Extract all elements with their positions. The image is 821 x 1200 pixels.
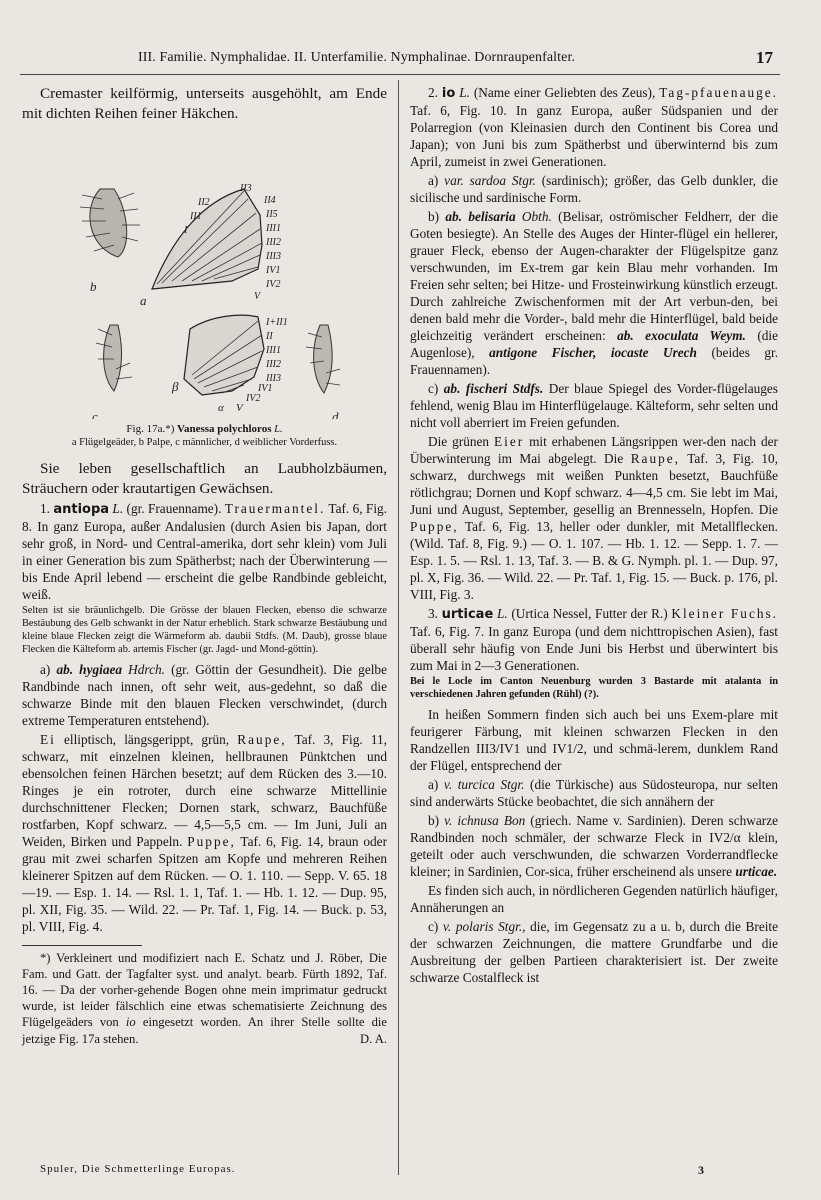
vein-label: II4 bbox=[264, 195, 276, 207]
vein-label: α bbox=[218, 402, 224, 415]
turcica-entry: a) v. turcica Stgr. (die Türkische) aus Südosteuropa, nur selten sind anderwärts Stücke beobachtet, die sich annähern der bbox=[410, 776, 779, 809]
vein-label: III1 bbox=[266, 223, 281, 235]
belisaria-entry: b) ab. belisaria Obth. (Belisar, oströmischer Feldherr, der die Goten besiegte). An Stelle des Auges der Hinter-flügel ein hellerer, grauer Fleck, ebenso der Augen-charakter der Flügelspitze ganz verschwunden, im Ex-trem gar kein Blau mehr vorhanden. Im Freien sehr selten; bei Hitze- und Frosteinwirkung künstlich erzeugt. Durch zahlreiche Zwischenformen mit der Art verbun-den, bei denen bald mehr die Vorder-, bald mehr die Hinterflügel, bald beide gleichzeitig verändert erscheinen: ab. exoculata Weym. (die Augenlose), antigone Fischer, iocaste Urech (beides gr. Frauennamen). bbox=[410, 209, 779, 377]
species-name-urticae: urticae bbox=[441, 607, 494, 622]
figure-legend: a Flügelgeäder, b Palpe, c männlicher, d weiblicher Vorderfuss. bbox=[71, 437, 338, 449]
vein-label: II5 bbox=[266, 209, 278, 221]
io-entry: 2. io L. (Name einer Geliebten des Zeus), Tag-pfauenauge. Taf. 6, Fig. 10. In ganz Europa, außer Südspanien und der Polarregion (von Kleinasien durch den Continent bis Corea und Japan); von Juni bis zum Spätherbst und überwinternd bis zum April, zumeist in zwei Generationen. bbox=[410, 85, 779, 169]
polaris-entry: c) v. polaris Stgr., die, im Gegensatz zu a u. b, durch die Breite der schwarzen Zeichnungen, die mattere Grundfarbe und die Ausbreitung der gelben Partieen charakterisiert ist. Der zweite schwarze Costalfleck ist bbox=[410, 918, 779, 985]
page-number: 17 bbox=[756, 48, 773, 67]
vein-label: V bbox=[236, 402, 243, 415]
urticae-summer-text: In heißen Sommern finden sich auch bei uns Exem-plare mit feurigerer Färbung, mit kleinen schwarzen Flecken in den Randzellen III3/IV1 und IV1/2, und schmä-lerem, dunklem Rand der Flügel, entsprechend der bbox=[410, 706, 778, 773]
vein-label: IV1 bbox=[258, 383, 273, 395]
common-name-antiopa: Trauermantel. bbox=[224, 501, 326, 517]
label-d: d bbox=[332, 409, 339, 420]
book-signature: Spuler, Die Schmetterlinge Europas. bbox=[40, 1163, 236, 1175]
footnote: *) Verkleinert und modifiziert nach E. Schatz und J. Röber, Die Fam. und Gatt. der Tagfalter syst. und analyt. bearb. Fürth 1892, Taf. 16. — Da der vorher-gehende Bogen ohne mein imprimatur gedruckt wurde, ist leider fälschlich eine etwas schematisierte Zeichnung des Flügelgeäders von io eingesetzt worden. An ihrer Stelle sollte die jetzige Fig. 17a stehen. D. A. bbox=[22, 950, 388, 1046]
header-rule bbox=[20, 74, 780, 75]
vein-label: III2 bbox=[266, 359, 281, 371]
vein-label: IV2 bbox=[246, 393, 261, 405]
footnote-rule bbox=[22, 945, 142, 946]
figure-17a bbox=[22, 129, 387, 419]
vein-label: β bbox=[172, 379, 179, 395]
vein-label: V bbox=[254, 291, 261, 303]
urticae-note: Bei le Locle im Canton Neuenburg wurden 3 Bastarde mit atalanta in verschiedenen Jahren gefunden (Rühl) (?). bbox=[410, 676, 778, 700]
vein-label: II bbox=[266, 331, 273, 343]
label-a: a bbox=[140, 293, 147, 309]
column-divider bbox=[398, 80, 399, 1175]
right-column bbox=[410, 84, 778, 988]
palp-drawing bbox=[80, 189, 140, 294]
label-b: b bbox=[90, 279, 97, 295]
vein-label: III3 bbox=[266, 373, 281, 385]
female-foreleg-drawing bbox=[306, 325, 340, 419]
vein-label: II3 bbox=[240, 183, 252, 195]
male-foreleg-drawing bbox=[92, 325, 132, 419]
vein-label: III3 bbox=[266, 251, 281, 263]
common-name-io: Tag-pfauenauge. bbox=[659, 85, 779, 100]
vein-label: IV1 bbox=[266, 265, 281, 277]
species-name-antiopa: antiopa bbox=[53, 502, 110, 518]
page-header bbox=[0, 50, 821, 74]
vein-label: IV2 bbox=[266, 279, 281, 291]
figure-caption: Fig. 17a.*) Vanessa polychloros L. a Flügelgeäder, b Palpe, c männlicher, d weiblicher Vorderfuss. bbox=[71, 423, 338, 449]
left-column bbox=[22, 84, 387, 1049]
common-name-urticae: Kleiner Fuchs. bbox=[671, 606, 778, 621]
label-c: c bbox=[92, 409, 98, 420]
vein-label: I+II1 bbox=[266, 317, 288, 329]
vein-label: I bbox=[184, 225, 188, 237]
cremaster-text: Cremaster keilförmig, unterseits ausgehöhlt, am Ende mit dichten Reihen feiner Häkchen. bbox=[22, 85, 387, 122]
vein-label: II2 bbox=[198, 197, 210, 209]
polaris-intro: Es finden sich auch, in nördlicheren Gegenden natürlich häufiger, Annäherungen an bbox=[410, 882, 778, 915]
hindwing-drawing bbox=[171, 315, 288, 414]
running-title: III. Familie. Nymphalidae. II. Unterfamilie. Nymphalinae. Dornraupenfalter. bbox=[138, 50, 576, 65]
forewing-drawing bbox=[140, 183, 281, 308]
antiopa-biology: Ei elliptisch, längsgerippt, grün, Raupe, Taf. 3, Fig. 11, schwarz, mit einzelnen kleinen, hellbraunen Pünktchen und ebensolchen feinen Härchen besetzt; auf dem Rücken des 3.—10. Ringes je ein rotroter, durch eine schwarze Mittellinie durchschnittener Flecken; Dornen stark, schwarz, Bauchfüße rostfarben, Kopf schwarz. — 4,5—5,5 cm. — Im Juni, Juli an Weiden, Birken und Pappeln. Puppe, Taf. 6, Fig. 14, braun oder grau mit zwei scharfen Spitzen am Kopfe und mehreren Reihen kleinerer Spitzen auf dem Rücken. — O. 1. 110. — Sepp. V. 65. 18—19. — Esp. 1. 14. — Rsl. 1. 1, Taf. 1. — Hb. 1. 12. — Dup. 95, pl. XII, Fig. 35. — Wild. 22. — Pr. Taf. 1, Fig. 14. — Buck. p. 53, pl. VIII, Fig. 4. bbox=[22, 731, 387, 934]
sardoa-entry: a) var. sardoa Stgr. (sardinisch); größer, das Gelb dunkler, die sicilische und sardinische Form. bbox=[410, 173, 779, 205]
ichnusa-entry: b) v. ichnusa Bon (griech. Name v. Sardinien). Deren schwarze Randbinden noch schmäler, der schwarze Fleck in IV2/α klein, geteilt oder auch verschwunden, die schwarzen Vorderrandflecke kleiner; in Sardinien, Cor-sica, früher erscheinend als unsere urticae. bbox=[410, 812, 778, 879]
fischeri-entry: c) ab. fischeri Stdfs. Der blaue Spiegel des Vorder-flügelauges fehlend, wenig Blau im Hinterflügelauge. Kälteform, sehr selten und nicht voll aberriert im Freien gefunden. bbox=[410, 381, 778, 430]
species-name-io: io bbox=[441, 86, 456, 101]
wing-venation-figure bbox=[22, 129, 387, 419]
sheet-number: 3 bbox=[698, 1163, 704, 1177]
habitat-text: Sie leben gesellschaftlich an Laubholzbäumen, Sträuchern oder krautartigen Gewächsen. bbox=[22, 460, 387, 497]
vein-label: III1 bbox=[266, 345, 281, 357]
urticae-entry: 3. urticae L. (Urtica Nessel, Futter der R.) Kleiner Fuchs. Taf. 6, Fig. 7. In ganz Europa (und dem nichttropischen Asien), fast überall sehr häufig von Ende Juni bis Herbst und überwintert bis zum Mai in 2—3 Generationen. bbox=[410, 606, 778, 673]
hygiaea-entry: a) ab. hygiaea Hdrch. (gr. Göttin der Gesundheit). Die gelbe Randbinde nach innen, oft sehr weit, aus-gedehnt, so daß die schwarze Binde mit den blauen Flecken verschwindet, (durch extreme Temperaturen entstehend). bbox=[22, 661, 387, 728]
vein-label: II1 bbox=[190, 211, 202, 223]
io-biology: Die grünen Eier mit erhabenen Längsrippen wer-den nach der Überwinterung im Mai abgelegt. Die Raupe, Taf. 3, Fig. 10, schwarz, durchwegs mit weißen Punkten besetzt, Bauchfüße rötlichgrau; Dornen und Kopf schwarz. 4—4,5 cm. Sie lebt im Mai, Juni und August, September, gesellig an Brennesseln, Hopfen. Die Puppe, Taf. 6, Fig. 13, heller oder dunkler, mit Metallflecken. (Wild. Taf. 8, Fig. 9.) — O. 1. 107. — Hb. 1. 12. — Sepp. 1. 7. — Esp. 1. 5. — Rsl. 1. 13, Taf. 3. — B. & G. Nymph. pl. 1. — Dup. 97, pl. X, Fig. 36. — Wild. 22. — Pr. Taf. 1, Fig. 15. — Buck. p. 176, pl. VIII, Fig. 3. bbox=[410, 434, 778, 602]
vein-label: III2 bbox=[266, 237, 281, 249]
antiopa-note: Selten ist sie bräunlichgelb. Die Grösse der blauen Flecken, ebenso die schwarze Bestäubung des Gelb schwankt in der Natur erheblich. Stark schwarze Bestäubung und kleine blaue Flecken zeigt die Wärmeform ab. daubii Stdfs. (M. Daub), grosse blaue Flecken die Kälteform ab. artemis Fischer (gr. Jagd- und Mond-göttin). bbox=[22, 605, 387, 655]
antiopa-entry: 1. antiopa L. (gr. Frauenname). Trauermantel. Taf. 6, Fig. 8. In ganz Europa, außer Andalusien (durch Asien bis Japan, dort sehr groß, in Nord- und Central-amerika, dort sehr klein) vom Juli in einer Generation bis zum Spätherbst; nach der Überwinterung — bis Ende April lebend — erscheint die gelbe Randbinde gebleicht, weiß. bbox=[22, 501, 387, 603]
